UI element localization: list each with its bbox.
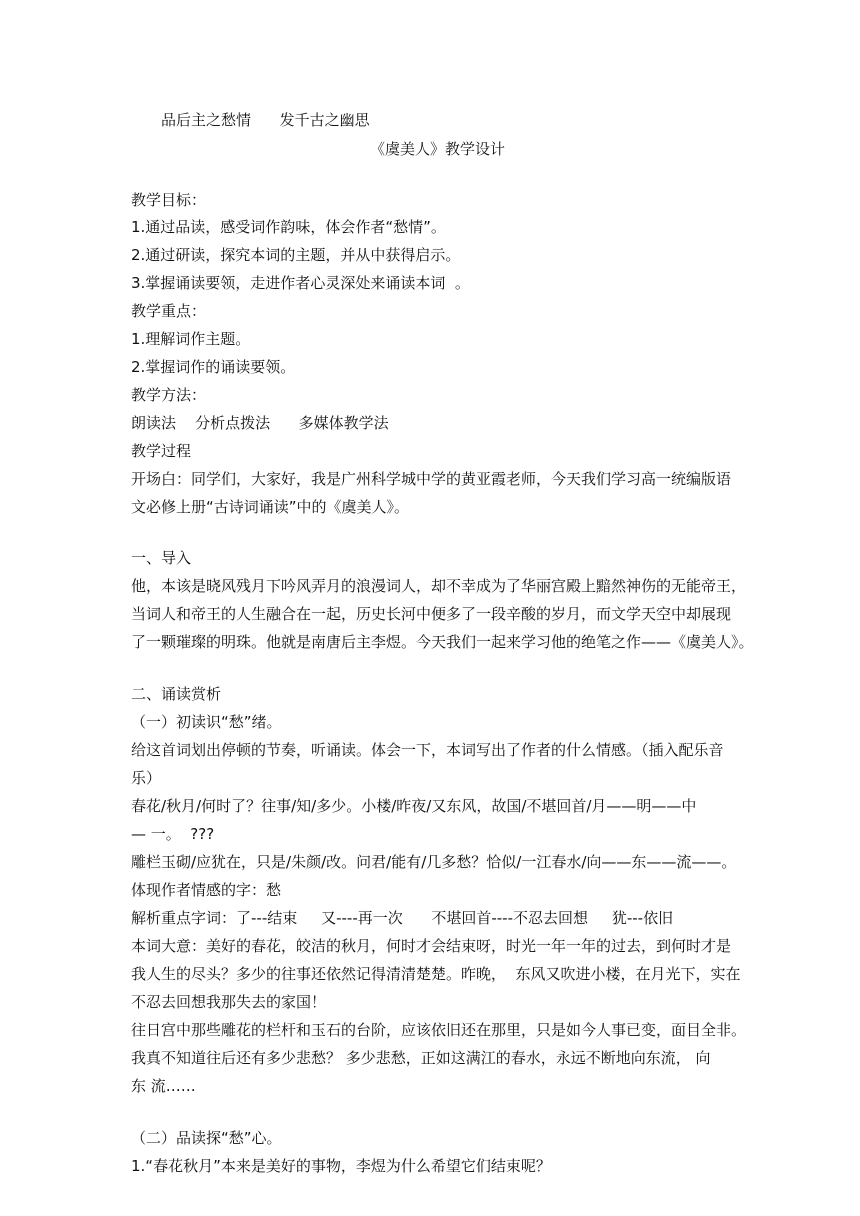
section2-heading: 二、诵读赏析	[131, 685, 222, 703]
methods-text: 朗读法 分析点拨法 多媒体教学法	[131, 414, 389, 432]
methods-heading: 教学方法：	[131, 386, 207, 404]
opening-line: 开场白：同学们，大家好，我是广州科学城中学的黄亚霞老师，今天我们学习高一统编版语	[131, 470, 732, 488]
part1-heading: （一）初读识“愁”绪。	[131, 713, 282, 731]
poem-line: — 一。 ???	[131, 825, 215, 843]
objective-item: 1.通过品读，感受词作韵味，体会作者“愁情”。	[131, 218, 446, 236]
section1-line: 当词人和帝王的人生融合在一起，历史长河中便多了一段辛酸的岁月，而文学天空中却展现	[131, 605, 732, 623]
opening-line: 文必修上册“古诗词诵读”中的《虞美人》。	[131, 498, 410, 516]
document-title: 《虞美人》教学设计	[370, 140, 506, 158]
section1-heading: 一、导入	[131, 549, 192, 567]
poem-line: 春花/秋月/何时了？往事/知/多少。小楼/昨夜/又东风，故国/不堪回首/月——明——中	[131, 797, 697, 815]
objectives-heading: 教学目标：	[131, 191, 207, 209]
part1-line: 体现作者情感的字：愁	[131, 881, 282, 899]
subtitle-line: 品后主之愁情 发千古之幽思	[161, 111, 370, 129]
section1-line: 他，本该是晓风残月下吟风弄月的浪漫词人，却不幸成为了华丽宫殿上黯然神伤的无能帝王，	[131, 577, 747, 595]
key-point-item: 1.理解词作主题。	[131, 330, 251, 348]
part1-line: 本词大意：美好的春花，皎洁的秋月，何时才会结束呀，时光一年一年的过去，到何时才是	[131, 937, 732, 955]
section1-line: 了一颗璀璨的明珠。他就是南唐后主李煜。今天我们一起来学习他的绝笔之作——《虞美人》。	[131, 633, 754, 651]
poem-line: 雕栏玉砌/应犹在，只是/朱颜/改。问君/能有/几多愁？恰似/一江春水/向——东——流——。	[131, 853, 737, 871]
part1-line: 解析重点字词：了---结束 又----再一次 不堪回首----不忍去回想 犹---依旧	[131, 909, 674, 927]
part1-line: 乐）	[131, 769, 162, 787]
objective-item: 3.掌握诵读要领，走进作者心灵深处来诵读本词 。	[131, 274, 470, 292]
key-point-item: 2.掌握词作的诵读要领。	[131, 358, 296, 376]
part1-line: 不忍去回想我那失去的家国！	[131, 993, 327, 1011]
part2-line: 1.“春花秋月”本来是美好的事物，李煜为什么希望它们结束呢？	[131, 1157, 551, 1175]
part1-line: 往日宫中那些雕花的栏杆和玉石的台阶，应该依旧还在那里，只是如今人事已变，面目全非。	[131, 1021, 747, 1039]
part1-line: 我真不知道往后还有多少悲愁？ 多少悲愁，正如这满江的春水，永远不断地向东流， 向	[131, 1049, 711, 1067]
objective-item: 2.通过研读，探究本词的主题，并从中获得启示。	[131, 246, 461, 264]
part1-line: 给这首词划出停顿的节奏，听诵读。体会一下，本词写出了作者的什么情感。（插入配乐音	[131, 741, 724, 759]
process-heading: 教学过程	[131, 442, 192, 460]
part1-line: 东 流……	[131, 1077, 196, 1095]
part1-line: 我人生的尽头？多少的往事还依然记得清清楚楚。昨晚， 东风又吹进小楼，在月光下，实在	[131, 965, 741, 983]
key-points-heading: 教学重点：	[131, 302, 207, 320]
part2-heading: （二）品读探“愁”心。	[131, 1129, 282, 1147]
